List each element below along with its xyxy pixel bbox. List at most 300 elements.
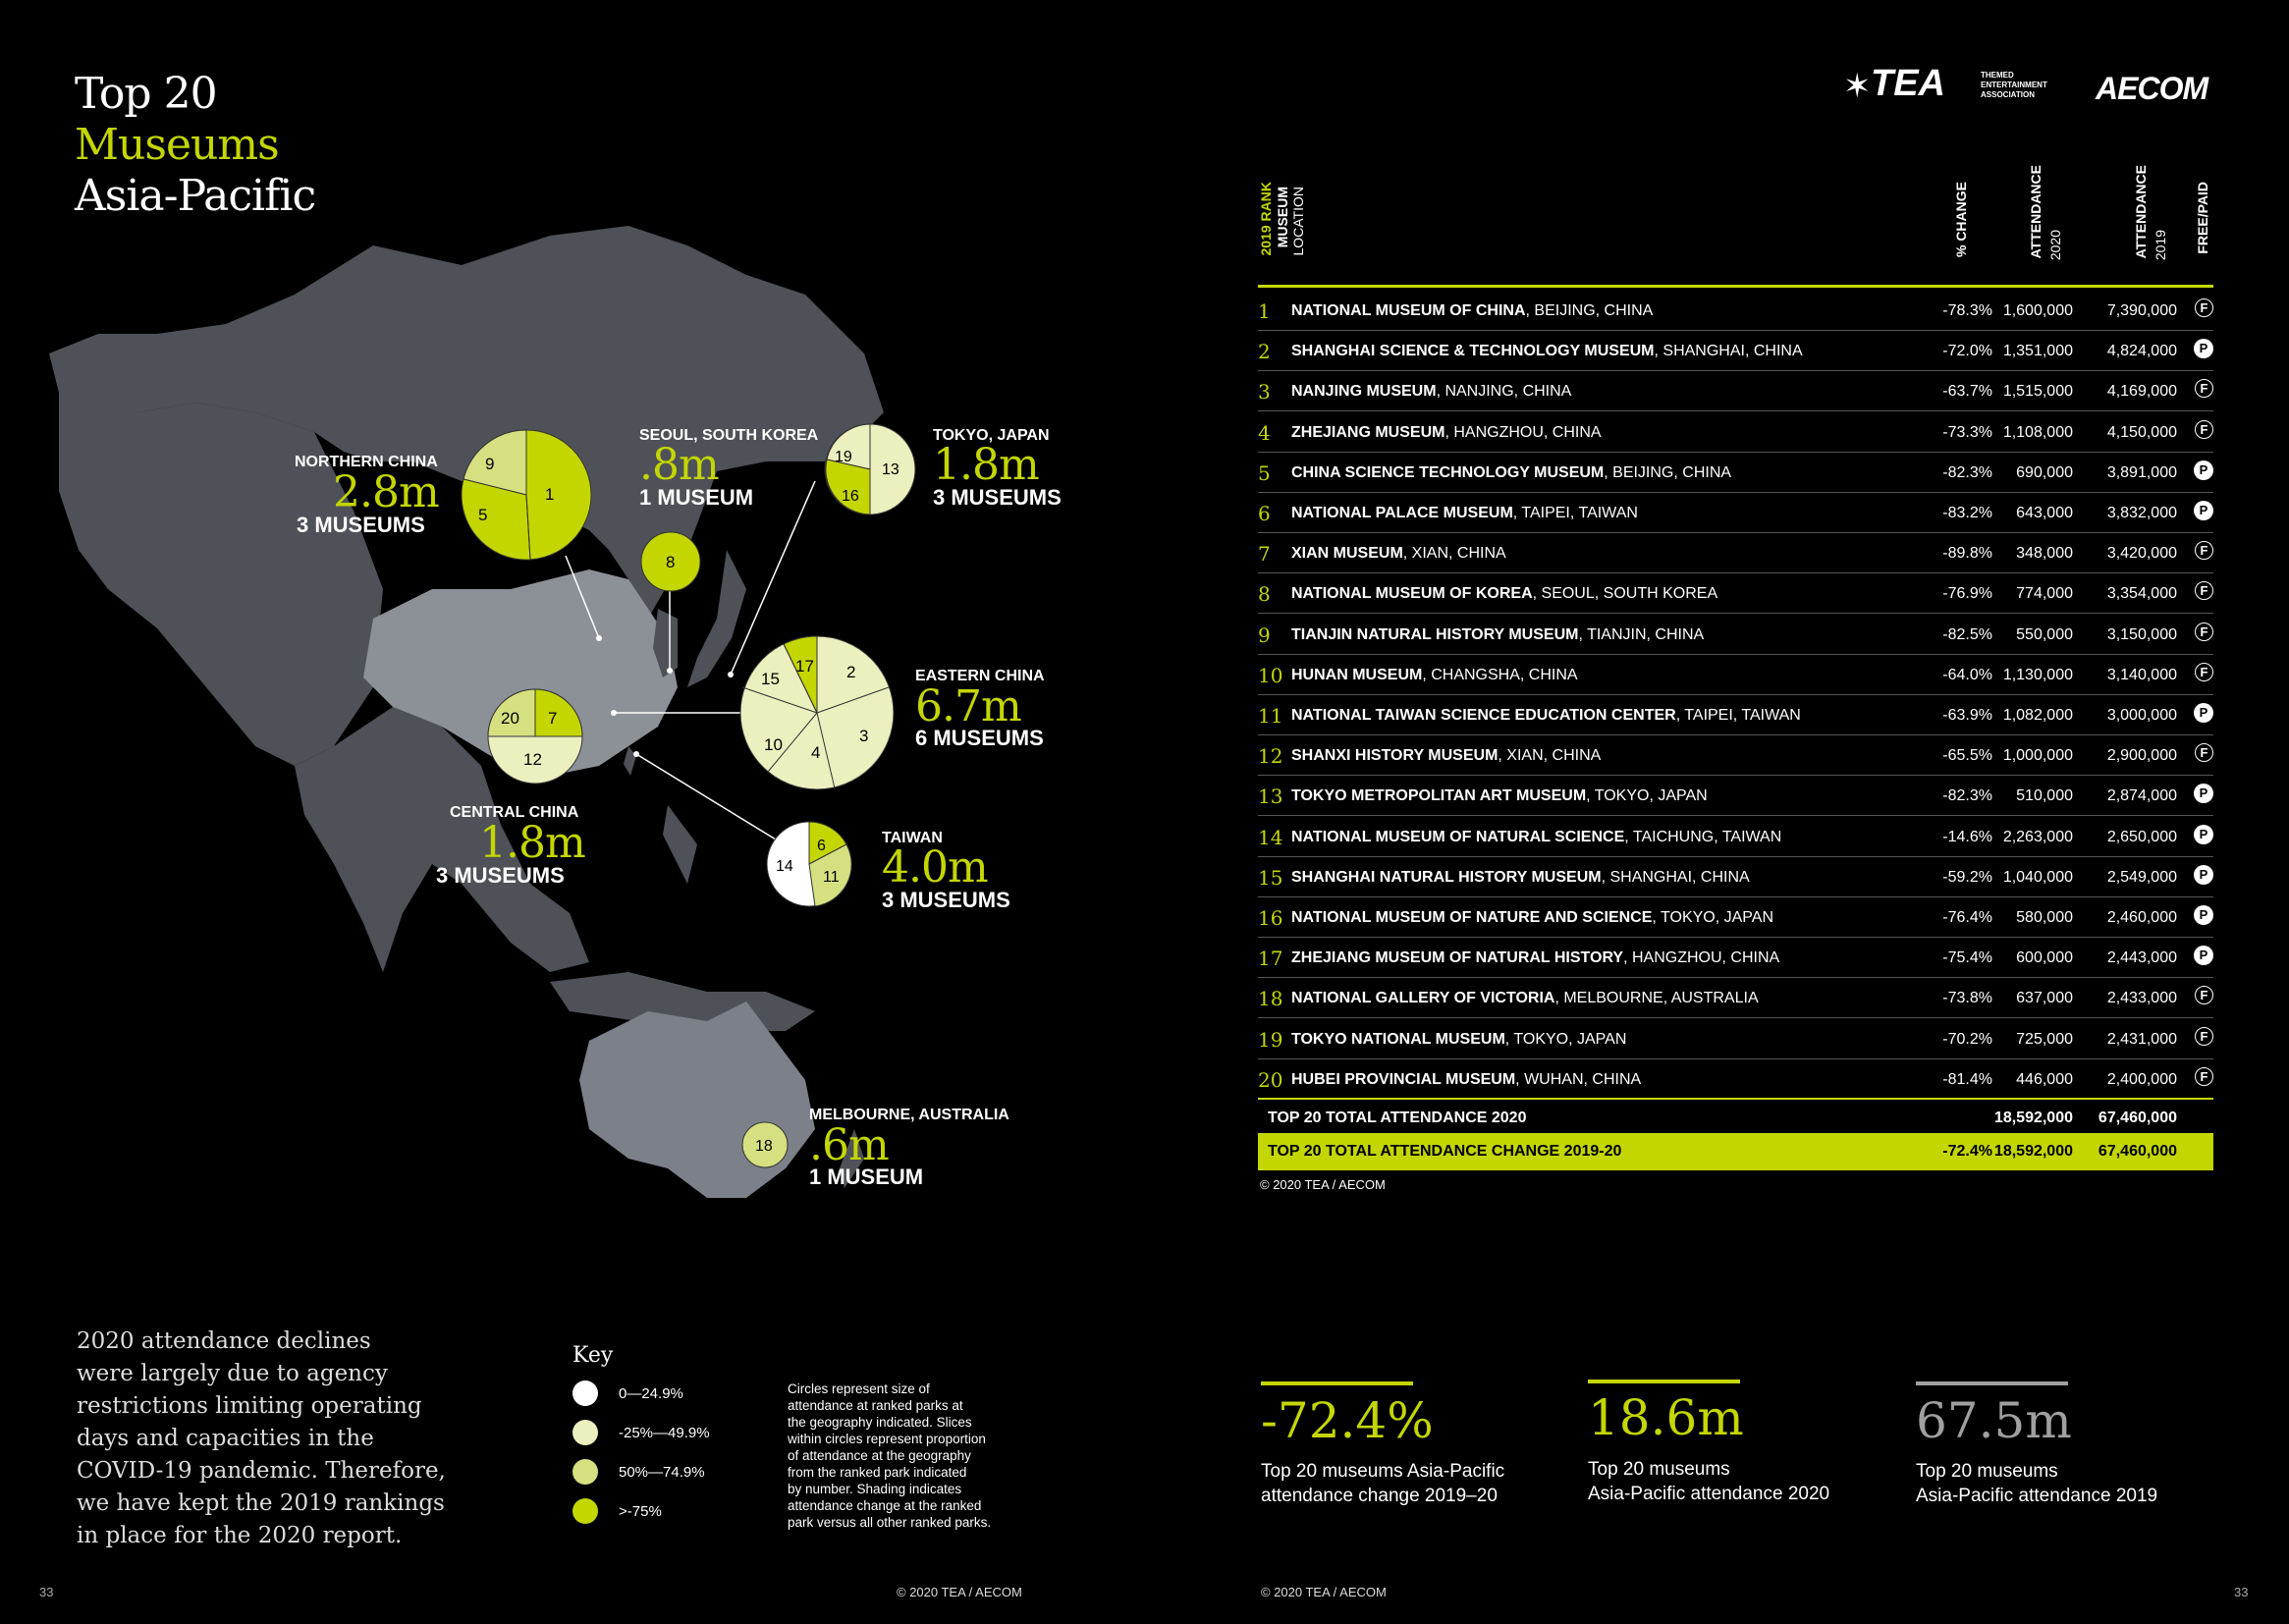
row-museum-location: , TOKYO, JAPAN (1652, 909, 1773, 926)
table-row (1258, 532, 2213, 573)
row-percent-change: -64.0% (1942, 666, 1992, 683)
row-rank: 12 (1258, 744, 1283, 769)
row-museum-location: , TAIPEI, TAIWAN (1512, 505, 1638, 521)
row-attendance-2020: 1,000,000 (2002, 747, 2073, 765)
total-2020-att2019: 67,460,000 (2098, 1110, 2177, 1126)
paid-icon: P (2194, 339, 2213, 358)
row-museum-name-text: CHINA SCIENCE TECHNOLOGY MUSEUM (1291, 463, 1605, 481)
total-change-att2019: 67,460,000 (2098, 1143, 2177, 1160)
row-percent-change: -81.4% (1942, 1070, 1992, 1088)
table-row (1258, 654, 2213, 695)
land-philippines (663, 805, 697, 884)
row-museum-name (1291, 383, 1571, 401)
table-row (1258, 734, 2213, 776)
row-museum-name (1291, 302, 1653, 320)
key-label-0: 0—24.9% (619, 1385, 683, 1402)
row-museum-location: , CHANGSHA, CHINA (1422, 666, 1578, 683)
region-count-central: 3 MUSEUMS (436, 863, 565, 888)
region-label-northern: NORTHERN CHINA (295, 454, 438, 470)
row-museum-location: , WUHAN, CHINA (1515, 1070, 1642, 1088)
body-line: 2020 attendance declines (77, 1328, 371, 1354)
region-value-eastern: 6.7m (915, 681, 1021, 731)
row-attendance-2020: 690,000 (2016, 463, 2073, 481)
row-museum-name (1291, 424, 1602, 442)
row-percent-change: -73.8% (1942, 990, 1992, 1007)
header-museum: MUSEUM (1275, 187, 1290, 248)
row-rank: 20 (1258, 1067, 1283, 1092)
header-location: LOCATION (1290, 187, 1306, 256)
body-line: days and capacities in the (77, 1426, 374, 1451)
table-row (1258, 977, 2213, 1018)
row-museum-name-text: TOKYO NATIONAL MUSEUM (1291, 1030, 1505, 1048)
row-attendance-2019: 2,431,000 (2106, 1030, 2177, 1048)
region-label-melbourne: MELBOURNE, AUSTRALIA (809, 1107, 1009, 1123)
free-icon: F (2195, 298, 2213, 317)
row-percent-change: -76.4% (1942, 909, 1992, 926)
row-museum-name (1291, 626, 1704, 644)
stat-label-2019 (1916, 1459, 2157, 1508)
pie-label-13: 13 (882, 461, 899, 478)
region-value-melbourne: .6m (809, 1120, 889, 1170)
region-count-eastern: 6 MUSEUMS (915, 726, 1044, 750)
row-rank: 17 (1258, 947, 1283, 971)
total-2020-att2020: 18,592,000 (1993, 1110, 2073, 1126)
title-line-2: Museums (75, 120, 279, 170)
stat-value-2019: 67.5m (1916, 1392, 2072, 1449)
row-rank: 8 (1258, 582, 1271, 607)
row-attendance-2020: 1,515,000 (2002, 383, 2073, 401)
table-row (1258, 411, 2213, 453)
table-row (1258, 816, 2213, 857)
row-museum-location: , NANJING, CHINA (1436, 383, 1572, 401)
row-museum-name-text: HUBEI PROVINCIAL MUSEUM (1291, 1070, 1516, 1088)
pie-label-2: 2 (846, 663, 856, 681)
row-percent-change: -70.2% (1942, 1030, 1992, 1048)
row-attendance-2019: 2,900,000 (2106, 747, 2177, 765)
row-museum-location: , MELBOURNE, AUSTRALIA (1554, 990, 1759, 1007)
row-museum-name (1291, 343, 1803, 360)
header-free-paid: FREE/PAID (2195, 182, 2210, 254)
row-percent-change: -82.5% (1942, 625, 1992, 643)
row-museum-name (1291, 707, 1801, 725)
pie-label-16: 16 (842, 488, 859, 505)
pie-label-18: 18 (755, 1138, 773, 1155)
key-label-2: 50%—74.9% (619, 1464, 705, 1481)
body-paragraph (77, 1326, 489, 1552)
row-attendance-2019: 3,891,000 (2106, 463, 2177, 481)
key-dot-1 (572, 1420, 598, 1445)
row-attendance-2019: 3,420,000 (2106, 545, 2177, 563)
row-rank: 15 (1258, 865, 1283, 890)
body-line: we have kept the 2019 rankings (77, 1490, 445, 1516)
stat-label-change (1261, 1459, 1504, 1508)
stat-label-line: Top 20 museums (1916, 1461, 2058, 1482)
row-museum-location: , HANGZHOU, CHINA (1444, 423, 1602, 441)
row-museum-location: , TOKYO, JAPAN (1586, 787, 1708, 805)
row-attendance-2020: 446,000 (2016, 1070, 2073, 1088)
dot-taiwan (633, 751, 639, 757)
region-label-eastern: EASTERN CHINA (915, 668, 1045, 684)
row-attendance-2019: 4,169,000 (2106, 383, 2177, 401)
row-rank: 18 (1258, 987, 1283, 1011)
tea-star-icon: ✶ (1843, 68, 1872, 105)
tea-logo-subtext: THEMED ENTERTAINMENT ASSOCIATION (1981, 71, 2047, 99)
row-attendance-2019: 3,354,000 (2106, 585, 2177, 603)
table-row (1258, 330, 2213, 371)
stat-label-line: Asia-Pacific attendance 2019 (1916, 1486, 2158, 1506)
total-row-2020 (1258, 1098, 2213, 1137)
row-attendance-2020: 550,000 (2016, 625, 2073, 643)
row-museum-name-text: NATIONAL PALACE MUSEUM (1291, 505, 1513, 521)
table-row (1258, 572, 2213, 614)
header-att2020-year: 2020 (2047, 230, 2063, 261)
row-rank: 10 (1258, 663, 1283, 687)
row-percent-change: -75.4% (1942, 949, 1992, 967)
key-label-1: -25%—49.9% (619, 1425, 710, 1441)
region-label-tokyo: TOKYO, JAPAN (933, 427, 1050, 444)
pie-label-7: 7 (548, 709, 558, 728)
pie-label-5: 5 (478, 506, 488, 524)
row-museum-name-text: NATIONAL TAIWAN SCIENCE EDUCATION CENTER (1291, 707, 1676, 724)
row-attendance-2020: 1,040,000 (2002, 868, 2073, 886)
header-att2020: ATTENDANCE (2028, 165, 2044, 259)
key-dot-0 (572, 1380, 598, 1406)
row-museum-location: , TAICHUNG, TAIWAN (1624, 828, 1782, 845)
stat-label-line: Top 20 museums Asia-Pacific (1261, 1461, 1505, 1482)
asia-pacific-map (0, 0, 1227, 1276)
body-line: restrictions limiting operating (77, 1393, 422, 1419)
paid-icon: P (2194, 784, 2213, 803)
pie-label-4: 4 (811, 743, 821, 762)
table-row (1258, 1018, 2213, 1059)
tea-logo (1843, 63, 2047, 105)
row-attendance-2020: 637,000 (2016, 990, 2073, 1007)
row-museum-name-text: HUNAN MUSEUM (1291, 666, 1423, 683)
region-label-seoul: SEOUL, SOUTH KOREA (639, 427, 819, 444)
row-rank: 14 (1258, 825, 1283, 849)
row-museum-name-text: NANJING MUSEUM (1291, 383, 1437, 401)
row-rank: 19 (1258, 1027, 1283, 1052)
paid-icon: P (2194, 460, 2213, 480)
pie-label-8: 8 (666, 553, 676, 571)
row-museum-location: , TAIPEI, TAIWAN (1675, 707, 1801, 724)
row-rank: 3 (1258, 380, 1271, 405)
paid-icon: P (2194, 825, 2213, 844)
row-museum-location: , SEOUL, SOUTH KOREA (1532, 585, 1718, 603)
region-value-seoul: .8m (639, 440, 719, 490)
region-label-taiwan: TAIWAN (882, 830, 943, 846)
table-row (1258, 370, 2213, 411)
row-percent-change: -82.3% (1942, 787, 1992, 805)
row-attendance-2020: 643,000 (2016, 505, 2073, 521)
key-note-line: from the ranked park indicated (788, 1465, 967, 1480)
free-icon: F (2195, 663, 2213, 681)
region-value-central: 1.8m (479, 818, 585, 868)
pie-label-10: 10 (764, 735, 783, 754)
table-row (1258, 937, 2213, 978)
pie-label-12: 12 (523, 750, 542, 769)
free-icon: F (2195, 379, 2213, 398)
row-rank: 16 (1258, 906, 1283, 930)
region-count-tokyo: 3 MUSEUMS (933, 485, 1062, 510)
row-rank: 11 (1258, 704, 1283, 728)
key-note-line: within circles represent proportion (788, 1432, 986, 1446)
table-row (1258, 1058, 2213, 1100)
key-title: Key (572, 1343, 614, 1368)
row-attendance-2020: 600,000 (2016, 949, 2073, 967)
paid-icon: P (2194, 865, 2213, 885)
region-count-seoul: 1 MUSEUM (639, 485, 754, 510)
key-note-line: attendance change at the ranked (788, 1498, 982, 1513)
row-attendance-2019: 3,832,000 (2106, 505, 2177, 521)
key-note-line: of attendance at the geography (788, 1448, 971, 1463)
table-row (1258, 614, 2213, 655)
region-value-taiwan: 4.0m (882, 842, 988, 893)
page-number-right: 33 (2234, 1585, 2249, 1599)
row-museum-name-text: NATIONAL MUSEUM OF NATURE AND SCIENCE (1291, 909, 1653, 926)
row-attendance-2019: 3,140,000 (2106, 666, 2177, 683)
row-museum-name-text: NATIONAL MUSEUM OF KOREA (1291, 585, 1533, 603)
row-rank: 6 (1258, 502, 1271, 525)
row-museum-name (1291, 829, 1781, 846)
total-change-att2020: 18,592,000 (1993, 1143, 2073, 1160)
tea-logo-text: TEA (1871, 63, 1945, 104)
row-museum-location: , SHANGHAI, CHINA (1654, 343, 1803, 360)
body-line: in place for the 2020 report. (77, 1523, 403, 1548)
dot-eastern (611, 710, 617, 716)
free-icon: F (2195, 1067, 2213, 1086)
row-museum-name (1291, 667, 1578, 684)
row-museum-location: , TIANJIN, CHINA (1578, 625, 1705, 643)
row-attendance-2019: 3,150,000 (2106, 625, 2177, 643)
stat-label-line: Top 20 museums (1588, 1459, 1730, 1480)
row-museum-name-text: ZHEJIANG MUSEUM (1291, 423, 1445, 441)
row-museum-name (1291, 464, 1731, 482)
row-museum-location: , HANGZHOU, CHINA (1623, 949, 1780, 967)
row-percent-change: -89.8% (1942, 545, 1992, 563)
row-museum-name-text: NATIONAL MUSEUM OF NATURAL SCIENCE (1291, 828, 1625, 845)
key-note (788, 1380, 1043, 1531)
stat-label-2020 (1588, 1457, 1829, 1506)
stat-bar-change (1261, 1381, 1413, 1385)
row-museum-name (1291, 787, 1708, 805)
region-label-central: CENTRAL CHINA (450, 804, 579, 821)
header-change: % CHANGE (1953, 182, 1969, 258)
row-museum-location: , XIAN, CHINA (1402, 545, 1506, 563)
header-att2019: ATTENDANCE (2133, 165, 2149, 259)
region-value-tokyo: 1.8m (933, 440, 1039, 490)
row-museum-location: , XIAN, CHINA (1498, 747, 1602, 765)
pie-label-17: 17 (795, 657, 814, 676)
row-attendance-2020: 510,000 (2016, 787, 2073, 805)
row-museum-name-text: TIANJIN NATURAL HISTORY MUSEUM (1291, 625, 1579, 643)
row-museum-location: , BEIJING, CHINA (1525, 302, 1654, 319)
table-row (1258, 290, 2213, 331)
row-attendance-2020: 580,000 (2016, 909, 2073, 926)
pie-label-14: 14 (776, 858, 793, 875)
header-rule (1258, 285, 2213, 288)
key-label-3: >-75% (619, 1503, 662, 1520)
row-attendance-2020: 1,600,000 (2002, 302, 2073, 319)
key-note-line: by number. Shading indicates (788, 1482, 962, 1496)
free-icon: F (2195, 623, 2213, 641)
pie-label-19: 19 (835, 449, 852, 465)
region-count-melbourne: 1 MUSEUM (809, 1164, 924, 1189)
row-attendance-2019: 2,650,000 (2106, 828, 2177, 845)
row-museum-location: , SHANGHAI, CHINA (1601, 868, 1750, 886)
row-percent-change: -83.2% (1942, 505, 1992, 521)
pie-label-9: 9 (485, 455, 495, 473)
row-museum-name-text: SHANXI HISTORY MUSEUM (1291, 747, 1499, 765)
table-row (1258, 896, 2213, 938)
row-museum-name (1291, 1071, 1641, 1089)
land-central-asia (59, 393, 383, 766)
free-icon: F (2195, 420, 2213, 439)
row-museum-name-text: NATIONAL GALLERY OF VICTORIA (1291, 990, 1555, 1007)
row-attendance-2020: 1,108,000 (2002, 423, 2073, 441)
free-icon: F (2195, 986, 2213, 1004)
pie-label-20: 20 (501, 709, 519, 728)
row-museum-name (1291, 585, 1717, 603)
aecom-logo: AECOM (2096, 71, 2208, 106)
page-number-left: 33 (39, 1585, 54, 1599)
dot-northern (596, 635, 602, 641)
connector-taiwan (636, 754, 776, 839)
row-museum-name-text: TOKYO METROPOLITAN ART MUSEUM (1291, 787, 1587, 805)
footer-copyright-right: © 2020 TEA / AECOM (1261, 1585, 1387, 1599)
total-change-value: -72.4% (1942, 1143, 1992, 1160)
row-attendance-2019: 4,824,000 (2106, 343, 2177, 360)
paid-icon: P (2194, 501, 2213, 520)
row-percent-change: -76.9% (1942, 585, 1992, 603)
row-percent-change: -82.3% (1942, 463, 1992, 481)
table-row (1258, 694, 2213, 735)
key-note-line: attendance at ranked parks at (788, 1398, 963, 1413)
row-museum-location: , BEIJING, CHINA (1604, 463, 1732, 481)
stat-label-line: Asia-Pacific attendance 2020 (1588, 1484, 1830, 1504)
row-museum-location: , TOKYO, JAPAN (1504, 1030, 1627, 1048)
row-rank: 4 (1258, 420, 1271, 445)
pie-label-1: 1 (545, 485, 555, 504)
row-percent-change: -78.3% (1942, 302, 1992, 319)
row-attendance-2019: 2,549,000 (2106, 868, 2177, 886)
row-attendance-2020: 725,000 (2016, 1030, 2073, 1048)
region-count-taiwan: 3 MUSEUMS (882, 888, 1010, 912)
paid-icon: P (2194, 905, 2213, 925)
key-note-line: Circles represent size of (788, 1381, 930, 1396)
row-museum-name (1291, 949, 1779, 967)
land-taiwan (624, 746, 636, 776)
row-percent-change: -72.0% (1942, 343, 1992, 360)
table-row (1258, 492, 2213, 533)
row-rank: 5 (1258, 460, 1271, 485)
row-attendance-2020: 348,000 (2016, 545, 2073, 563)
row-attendance-2020: 1,351,000 (2002, 343, 2073, 360)
stat-bar-2019 (1916, 1381, 2068, 1385)
row-museum-name-text: XIAN MUSEUM (1291, 545, 1403, 563)
pie-label-11: 11 (823, 869, 840, 886)
row-attendance-2020: 1,082,000 (2002, 707, 2073, 724)
key-dot-3 (572, 1498, 598, 1524)
dot-tokyo (728, 672, 734, 677)
pie-central-china (488, 689, 582, 784)
table-row (1258, 775, 2213, 816)
region-count-northern: 3 MUSEUMS (297, 513, 425, 537)
dot-seoul (667, 668, 673, 674)
row-attendance-2019: 7,390,000 (2106, 302, 2177, 319)
row-museum-name (1291, 545, 1506, 563)
row-percent-change: -59.2% (1942, 868, 1992, 886)
pie-label-15: 15 (761, 670, 780, 688)
free-icon: F (2195, 743, 2213, 762)
row-museum-name (1291, 747, 1601, 765)
row-percent-change: -63.7% (1942, 383, 1992, 401)
stat-bar-2020 (1588, 1380, 1740, 1383)
body-line: were largely due to agency (77, 1361, 388, 1386)
footer-copyright-left: © 2020 TEA / AECOM (897, 1585, 1022, 1599)
row-attendance-2019: 2,460,000 (2106, 909, 2177, 926)
title-line-3: Asia-Pacific (75, 171, 316, 221)
row-rank: 9 (1258, 623, 1271, 647)
table-row (1258, 856, 2213, 897)
row-attendance-2019: 2,443,000 (2106, 949, 2177, 967)
row-attendance-2020: 1,130,000 (2002, 666, 2073, 683)
paid-icon: P (2194, 703, 2213, 723)
row-museum-name-text: SHANGHAI SCIENCE & TECHNOLOGY MUSEUM (1291, 343, 1655, 360)
free-icon: F (2195, 541, 2213, 560)
row-attendance-2019: 4,150,000 (2106, 423, 2177, 441)
header-rank: 2019 RANK (1258, 182, 1274, 256)
pie-slice-16b (826, 460, 870, 514)
free-icon: F (2195, 1027, 2213, 1046)
key-note-line: park versus all other ranked parks. (788, 1515, 992, 1530)
row-museum-name (1291, 990, 1759, 1007)
row-attendance-2020: 774,000 (2016, 585, 2073, 603)
table-row (1258, 452, 2213, 493)
row-museum-name-text: SHANGHAI NATURAL HISTORY MUSEUM (1291, 868, 1602, 886)
row-rank: 7 (1258, 542, 1271, 567)
stat-label-line: attendance change 2019–20 (1261, 1486, 1498, 1506)
row-rank: 1 (1258, 299, 1271, 323)
stat-value-2020: 18.6m (1588, 1389, 1744, 1446)
row-museum-name-text: NATIONAL MUSEUM OF CHINA (1291, 302, 1526, 319)
pie-northern-china (462, 430, 591, 560)
total-2020-label: TOP 20 TOTAL ATTENDANCE 2020 (1268, 1110, 1527, 1126)
pie-label-6: 6 (817, 838, 826, 854)
table-copyright: © 2020 TEA / AECOM (1260, 1177, 1386, 1192)
total-change-label: TOP 20 TOTAL ATTENDANCE CHANGE 2019-20 (1268, 1143, 1622, 1160)
row-museum-name (1291, 909, 1773, 927)
region-value-northern: 2.8m (333, 467, 439, 517)
key-dot-2 (572, 1459, 598, 1485)
free-icon: F (2195, 581, 2213, 600)
row-rank: 13 (1258, 785, 1283, 809)
stat-value-change: -72.4% (1261, 1392, 1434, 1449)
row-museum-name (1291, 505, 1638, 522)
row-percent-change: -14.6% (1942, 828, 1992, 845)
pie-eastern-china (740, 636, 894, 789)
paid-icon: P (2194, 946, 2213, 965)
row-attendance-2019: 2,400,000 (2106, 1070, 2177, 1088)
total-row-change (1258, 1133, 2213, 1170)
row-percent-change: -65.5% (1942, 747, 1992, 765)
row-percent-change: -73.3% (1942, 423, 1992, 441)
row-attendance-2019: 2,874,000 (2106, 787, 2177, 805)
pie-tokyo (825, 424, 915, 514)
title-line-1: Top 20 (75, 69, 217, 119)
pie-label-3: 3 (859, 727, 869, 745)
row-museum-name (1291, 869, 1750, 887)
